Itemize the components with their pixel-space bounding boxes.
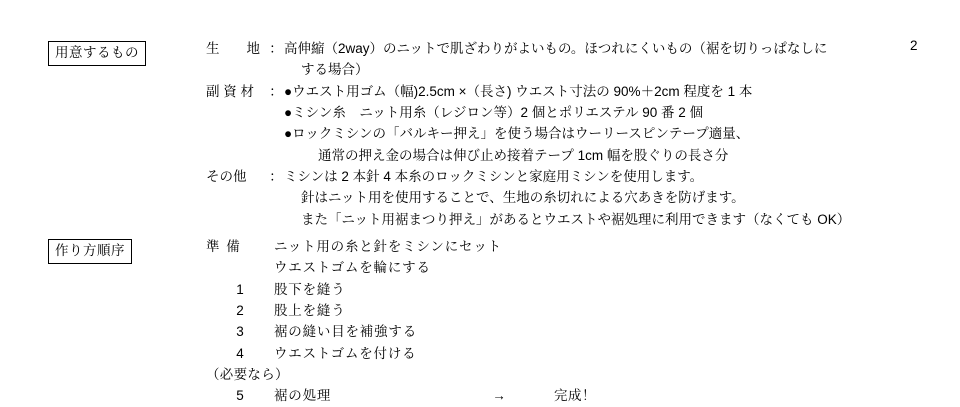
material-row-other [206, 166, 926, 230]
page-number: 2 [910, 38, 918, 53]
step-note-optional: （必要なら） [206, 366, 289, 382]
material-line: する場合） [301, 62, 369, 78]
material-body-other [284, 166, 926, 230]
material-term-supplies: 副 資 材 [206, 83, 255, 99]
step-number: 5 [236, 388, 244, 404]
step-text-prep-2: ウエストゴムを輪にする [274, 260, 431, 276]
material-line: ●ミシン糸 ニット用糸（レジロン等）2 個とポリエステル 90 番 2 個 [284, 104, 704, 120]
step-text-prep-1: ニット用の糸と針をミシンにセット [274, 239, 502, 254]
step-head-prep: 準 備 [206, 239, 242, 254]
material-colon-supplies: ： [269, 83, 283, 99]
material-line: ●ロックミシンの「バルキー押え」を使う場合はウーリースピンテープ適量、 [284, 126, 750, 142]
step-text: 股下を縫う [274, 281, 346, 297]
material-row-supplies [206, 81, 926, 166]
material-body-fabric [284, 38, 926, 81]
step-row [206, 343, 926, 364]
material-colon-fabric: ： [269, 41, 283, 56]
step-row [206, 279, 926, 300]
step-number: 2 [236, 302, 244, 318]
material-term-fabric: 生 地 [206, 41, 260, 56]
step-row [206, 321, 926, 342]
step-row-final [206, 385, 926, 406]
step-number: 3 [236, 324, 244, 340]
step-text: 股上を縫う [274, 302, 346, 318]
section-label-steps: 作り方順序 [48, 239, 132, 264]
step-number: 4 [236, 345, 244, 361]
step-row-prep [206, 236, 926, 257]
arrow-icon: → [492, 388, 506, 404]
material-line: 針はニット用を使用することで、生地の糸切れによる穴あきを防げます。 [301, 190, 745, 206]
step-text: 裾の処理 [274, 388, 332, 404]
step-row-prep-2 [206, 257, 926, 278]
material-line: ●ウエスト用ゴム（幅)2.5cm ×（長さ) ウエスト寸法の 90%＋2cm 程度を 1 本 [284, 83, 753, 99]
material-line: ミシンは 2 本針 4 本糸のロックミシンと家庭用ミシンを使用します。 [284, 168, 704, 184]
material-body-supplies [284, 81, 926, 166]
material-row-fabric [206, 38, 926, 81]
step-text-complete: 完成！ [554, 388, 596, 404]
material-line: また「ニット用裾まつり押え」があるとウエストや裾処理に利用できます（なくても OK） [301, 211, 851, 227]
material-term-other: その他 [206, 168, 247, 184]
step-text: ウエストゴムを付ける [274, 345, 417, 361]
step-row [206, 300, 926, 321]
section-label-materials: 用意するもの [48, 41, 146, 66]
steps-block [206, 236, 926, 407]
material-line: 通常の押え金の場合は伸び止め接着テープ 1cm 幅を股ぐりの長さ分 [318, 147, 729, 163]
material-colon-other: ： [269, 168, 283, 184]
step-number: 1 [236, 281, 244, 297]
material-line: 高伸縮（2way）のニットで肌ざわりがよいもの。ほつれにくいもの（裾を切りっぱなしに [284, 41, 828, 56]
step-text: 裾の縫い目を補強する [274, 324, 417, 340]
materials-block [206, 38, 926, 230]
